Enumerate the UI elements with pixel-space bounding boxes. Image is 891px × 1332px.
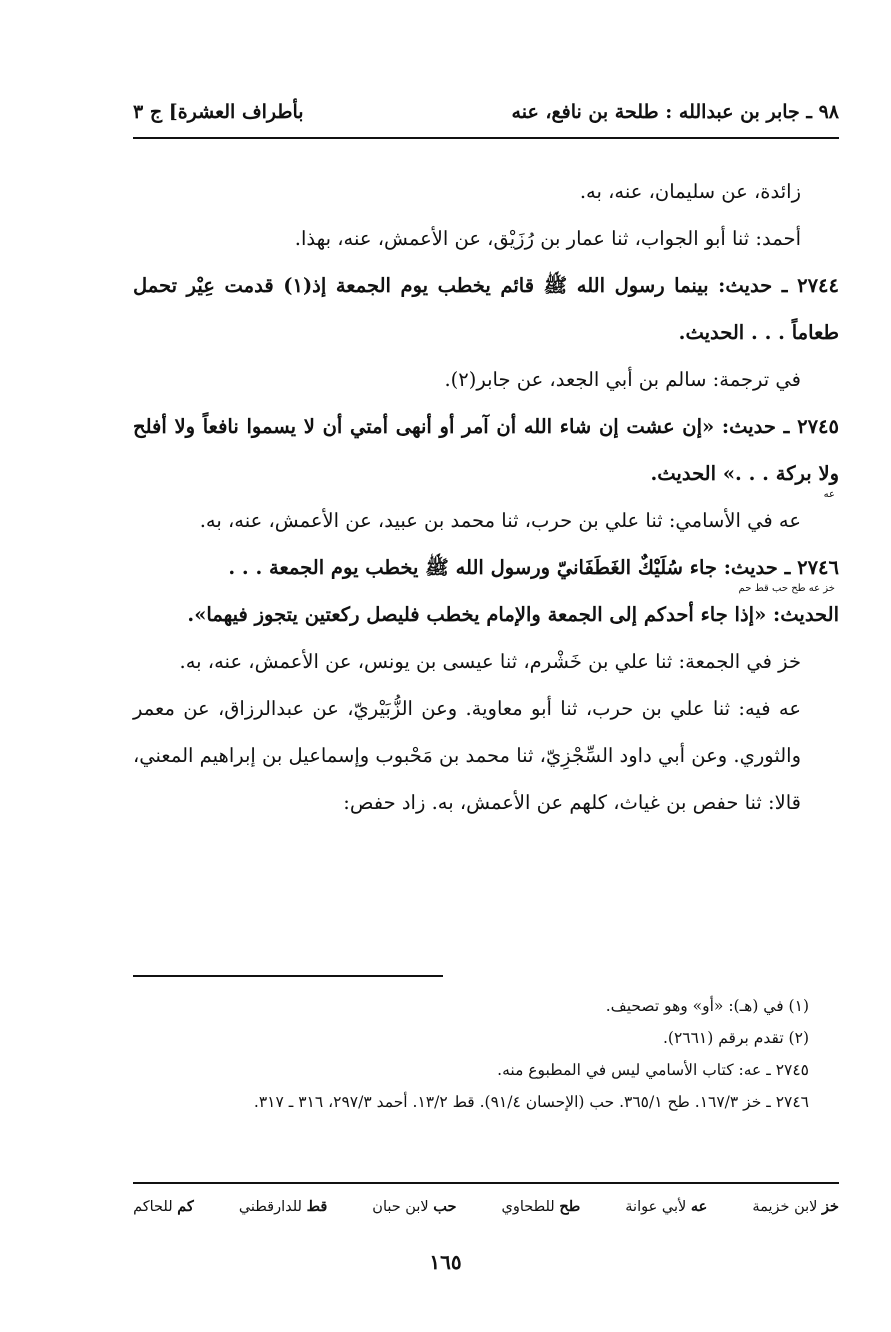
sigla-2746: خز عه طح حب قط حم (738, 583, 835, 594)
footnote-4: ٢٧٤٦ ـ خز ١٦٧/٣. طح ٣٦٥/١. حب (الإحسان ٩١/٤). قط ١٣/٢. أحمد ٢٩٧/٣، ٣١٦ ـ ٣١٧. (253, 1093, 809, 1111)
header-chapter-title: ٩٨ ـ جابر بن عبدالله : طلحة بن نافع، عنه (511, 101, 839, 123)
legend-divider (133, 1182, 839, 1184)
footnote-1: (١) في (هـ): «أو» وهو تصحيف. (605, 997, 809, 1015)
legend-item: خز لابن خزيمة (752, 1198, 839, 1215)
footnote-3: ٢٧٤٥ ـ عه: كتاب الأسامي ليس في المطبوع منه. (497, 1061, 809, 1079)
footnotes (133, 990, 839, 1118)
page-number: ١٦٥ (429, 1250, 462, 1274)
paragraph-2: أحمد: ثنا أبو الجواب، ثنا عمار بن رُزَيْق، عن الأعمش، عنه، بهذا. (294, 227, 801, 250)
legend-item: عه لأبي عوانة (625, 1198, 708, 1215)
main-text (133, 168, 839, 826)
hadith-2744: ٢٧٤٤ ـ حديث: بينما رسول الله ﷺ قائم يخطب يوم الجمعة إذ(١) قدمت عِيْر تحمل طعاماً . . . الحديث. (133, 274, 840, 344)
header-book-title: بأطراف العشرة] ج ٣ (133, 101, 304, 123)
paragraph-8: خز في الجمعة: ثنا علي بن خَشْرم، ثنا عيسى بن يونس، عن الأعمش، عنه، به. (179, 650, 801, 673)
paragraph-1: زائدة، عن سليمان، عنه، به. (579, 180, 801, 203)
paragraph-6: عه في الأسامي: ثنا علي بن حرب، ثنا محمد بن عبيد، عن الأعمش، عنه، به. (199, 509, 801, 532)
hadith-2745: ٢٧٤٥ ـ حديث: «إن عشت إن شاء الله أن آمر أو أنهى أمتي أن لا يسموا نافعاً ولا أفلح ولا بركة . . .» الحديث. (133, 415, 839, 485)
abbreviation-legend (133, 1192, 839, 1222)
footnote-divider (133, 975, 443, 977)
hadith-2746-heading: ٢٧٤٦ ـ حديث: جاء سُلَيْكٌ الغَطَفَانيّ ورسول الله ﷺ يخطب يوم الجمعة . . . (228, 556, 839, 579)
legend-item: قط للدارقطني (238, 1198, 328, 1215)
sigla-2745: عه (823, 489, 835, 500)
hadith-2746-text: الحديث: «إذا جاء أحدكم إلى الجمعة والإمام يخطب فليصل ركعتين يتجوز فيهما». (187, 603, 839, 626)
legend-item: كم للحاكم (133, 1198, 194, 1215)
legend-item: حب لابن حبان (372, 1198, 457, 1215)
legend-item: طح للطحاوي (501, 1198, 581, 1215)
paragraph-9: عه فيه: ثنا علي بن حرب، ثنا أبو معاوية. وعن الزُّبَيْريّ، عن عبدالرزاق، عن معمر والثوري. وعن أبي داود السِّجْزِيّ، ثنا محمد بن مَحْبوب وإسماعيل بن إبراهيم المعني، قالا: ثنا حفص بن غياث، كلهم عن الأعمش، به. زاد حفص: (133, 697, 801, 814)
paragraph-4: في ترجمة: سالم بن أبي الجعد، عن جابر(٢). (444, 368, 801, 391)
footnote-2: (٢) تقدم برقم (٢٦٦١). (662, 1029, 809, 1047)
running-header (133, 92, 839, 132)
header-divider (133, 137, 839, 139)
